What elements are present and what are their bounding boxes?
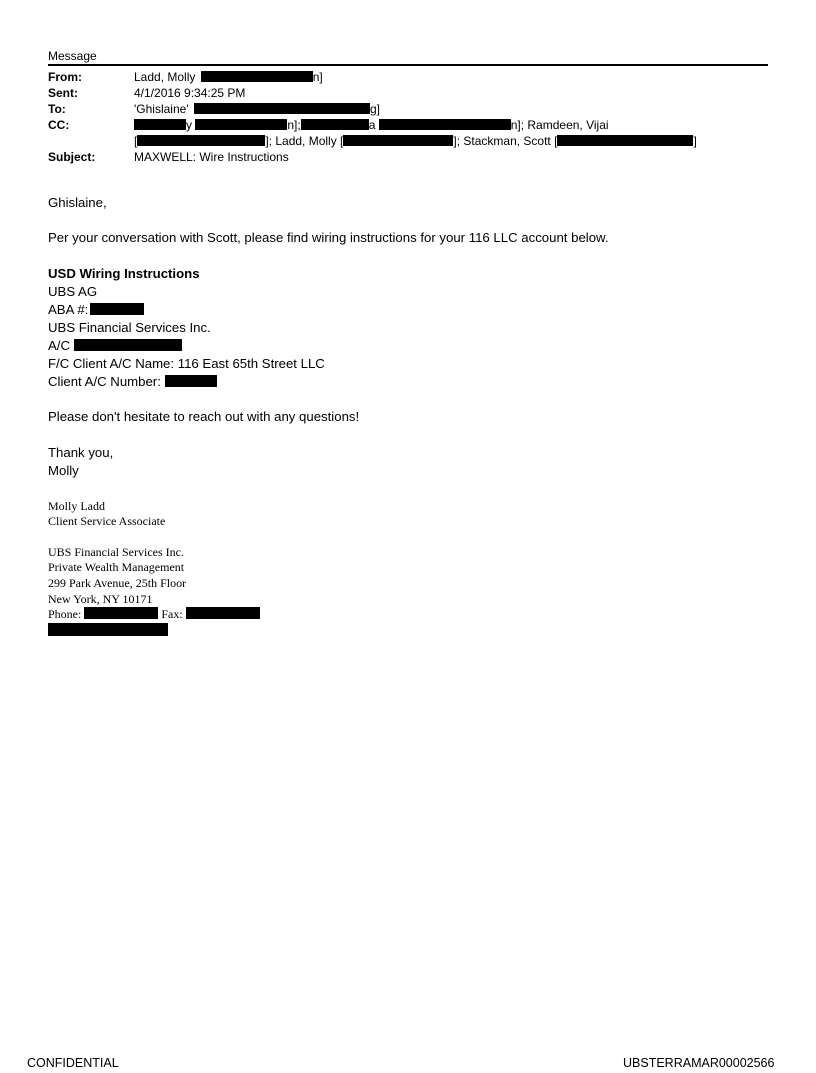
confidential-label: CONFIDENTIAL (27, 1056, 119, 1070)
from-name: Ladd, Molly (134, 70, 196, 84)
intro-paragraph: Per your conversation with Scott, please find wiring instructions for your 116 LLC account below. (48, 230, 609, 245)
to-name: 'Ghislaine' (134, 102, 189, 116)
thanks: Thank you, (48, 445, 114, 460)
to-tail: g] (369, 102, 380, 116)
from-tail: n] (312, 70, 323, 84)
sent-label: Sent: (48, 86, 78, 100)
redaction-bar (379, 119, 511, 130)
cc-line-2: [ ]; Ladd, Molly [ ]; Stackman, Scott [ ] (134, 134, 697, 148)
redaction-bar (134, 119, 186, 130)
sender-first-name: Molly (48, 463, 79, 478)
redaction-bar (137, 135, 265, 146)
redaction-bar (165, 375, 217, 387)
redaction-bar (343, 135, 453, 146)
to-value (134, 102, 380, 116)
signature-contact-line: Phone: Fax: (48, 607, 260, 622)
header-rule (48, 64, 768, 66)
bates-number: UBSTERRAMAR00002566 (623, 1056, 775, 1070)
account-line: A/C (48, 338, 182, 353)
wiring-heading: USD Wiring Instructions (48, 266, 200, 281)
cc-line-1: y n]; a n]; Ramdeen, Vijai (134, 118, 609, 132)
fc-client-name: F/C Client A/C Name: 116 East 65th Street LLC (48, 356, 325, 371)
client-number-line: Client A/C Number: (48, 374, 217, 389)
sent-value: 4/1/2016 9:34:25 PM (134, 86, 246, 100)
signature-company: UBS Financial Services Inc. (48, 545, 184, 559)
bank-name: UBS AG (48, 284, 98, 299)
message-label: Message (48, 49, 97, 63)
from-value (134, 70, 323, 84)
redaction-bar (557, 135, 693, 146)
closing-note: Please don't hesitate to reach out with any questions! (48, 409, 360, 424)
redaction-bar (90, 303, 144, 315)
signature-title: Client Service Associate (48, 514, 166, 528)
signature-address-1: 299 Park Avenue, 25th Floor (48, 576, 187, 590)
redaction-bar (74, 339, 182, 351)
redaction-bar (84, 607, 158, 619)
redaction-bar (186, 607, 260, 619)
aba-line: ABA #: (48, 302, 144, 317)
redaction-bar (48, 623, 168, 636)
signature-address-2: New York, NY 10171 (48, 592, 153, 606)
subject-label: Subject: (48, 150, 96, 164)
from-label: From: (48, 70, 82, 84)
cc-label: CC: (48, 118, 70, 132)
subject-value: MAXWELL: Wire Instructions (134, 150, 289, 164)
beneficiary-name: UBS Financial Services Inc. (48, 320, 211, 335)
greeting: Ghislaine, (48, 195, 107, 210)
signature-name: Molly Ladd (48, 499, 105, 513)
redaction-bar (195, 119, 287, 130)
redaction-bar (301, 119, 369, 130)
redaction-bar (194, 103, 370, 114)
signature-division: Private Wealth Management (48, 560, 185, 574)
redaction-bar (201, 71, 313, 82)
to-label: To: (48, 102, 66, 116)
